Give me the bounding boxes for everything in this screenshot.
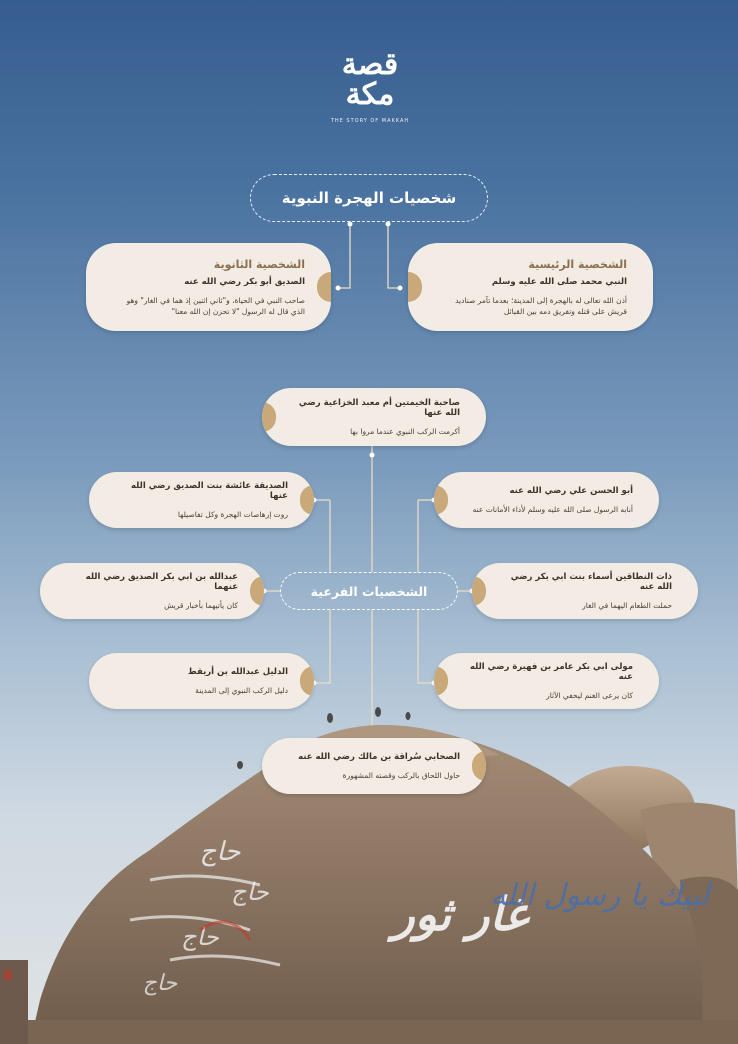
card-abdullah-abubakr <box>40 563 264 619</box>
graffiti-haj-2: حاج <box>231 878 269 906</box>
card-tab <box>408 272 422 302</box>
logo-arabic-line1: قصة <box>341 47 399 82</box>
card-tab <box>434 485 448 515</box>
card-name: صاحبة الخيمتين أم معبد الخزاعية رضي الله عنها <box>298 397 460 418</box>
card-name: ذات النطاقين أسماء بنت ابي بكر رضي الله عنه <box>510 571 672 592</box>
card-name: الدليل عبدالله بن أريقط <box>187 666 288 677</box>
graffiti-cave-name: غار ثور <box>392 887 528 941</box>
card-tab <box>317 272 331 302</box>
card-aisha <box>89 472 314 528</box>
card-name: مولى ابي بكر عامر بن فهيرة رضي الله عنه <box>469 661 633 682</box>
card-name: الصحابي سُراقة بن مالك رضي الله عنه <box>298 751 460 762</box>
graffiti-haj-3: حاج <box>181 923 219 951</box>
card-desc: صاحب النبي في الحياة، و"ثاني اثنين إذ هما في الغار" وهو الذي قال له الرسول "لا تحزن إن الله معنا" <box>126 295 305 316</box>
card-role: الشخصية الرئيسية <box>528 257 627 271</box>
card-abdullah-urayqit <box>89 653 314 709</box>
card-tab <box>300 485 314 515</box>
card-secondary-character <box>86 243 331 331</box>
card-desc: كان يرعى الغنم ليخفي الآثار <box>546 690 633 700</box>
card-suraqa <box>262 738 486 794</box>
card-desc: دليل الركب النبوي إلى المدينة <box>195 685 288 695</box>
card-role: الشخصية الثانوية <box>213 257 305 271</box>
card-desc: أكرمت الركب النبوي عندما مروا بها <box>350 426 460 436</box>
card-desc: حملت الطعام اليهما في الغار <box>582 600 672 610</box>
card-tab <box>262 402 276 432</box>
graffiti-labbaik: لبيك يا رسول الله <box>490 878 710 913</box>
graffiti-haj-1: حاج <box>199 837 241 867</box>
card-asma <box>472 563 698 619</box>
card-primary-character <box>408 243 653 331</box>
logo <box>300 47 440 145</box>
sub-title-pill <box>280 572 458 610</box>
card-tab <box>472 751 486 781</box>
card-desc: حاول اللحاق بالركب وقصته المشهورة <box>342 770 460 780</box>
card-ali <box>434 472 659 528</box>
title-pill <box>250 174 488 222</box>
page-title: شخصيات الهجرة النبوية <box>281 189 457 207</box>
card-desc: كان يأتيهما بأخبار قريش <box>164 600 238 610</box>
card-tab <box>434 666 448 696</box>
card-umm-mabad <box>262 388 486 446</box>
card-name: النبي محمد صلى الله عليه وسلم <box>491 276 627 287</box>
card-tab <box>250 576 264 606</box>
card-tab <box>300 666 314 696</box>
card-amir-fuhayra <box>434 653 659 709</box>
logo-arabic-line2: مكة <box>345 77 395 112</box>
graffiti-haj-4: حاج <box>142 971 178 996</box>
card-tab <box>472 576 486 606</box>
sub-title: الشخصيات الفرعية <box>310 583 428 599</box>
card-name: عبدالله بن ابي بكر الصديق رضي الله عنهما <box>85 571 238 592</box>
card-desc: أذن الله تعالى له بالهجرة إلى المدينة؛ بعدما تآمر صناديد قريش على قتله وتفريق دمه بين القبائل <box>455 295 627 316</box>
card-desc: أنابه الرسول صلى الله عليه وسلم لأداء الأمانات عنه <box>472 504 633 514</box>
card-name: أبو الحسن علي رضي الله عنه <box>509 485 633 496</box>
card-name: الصديق أبو بكر رضي الله عنه <box>184 276 305 287</box>
card-name: الصديقة عائشة بنت الصديق رضي الله عنها <box>131 480 288 501</box>
logo-english: THE STORY OF MAKKAH <box>330 118 410 124</box>
card-desc: روت إرهاصات الهجرة وكل تفاصيلها <box>177 509 288 519</box>
